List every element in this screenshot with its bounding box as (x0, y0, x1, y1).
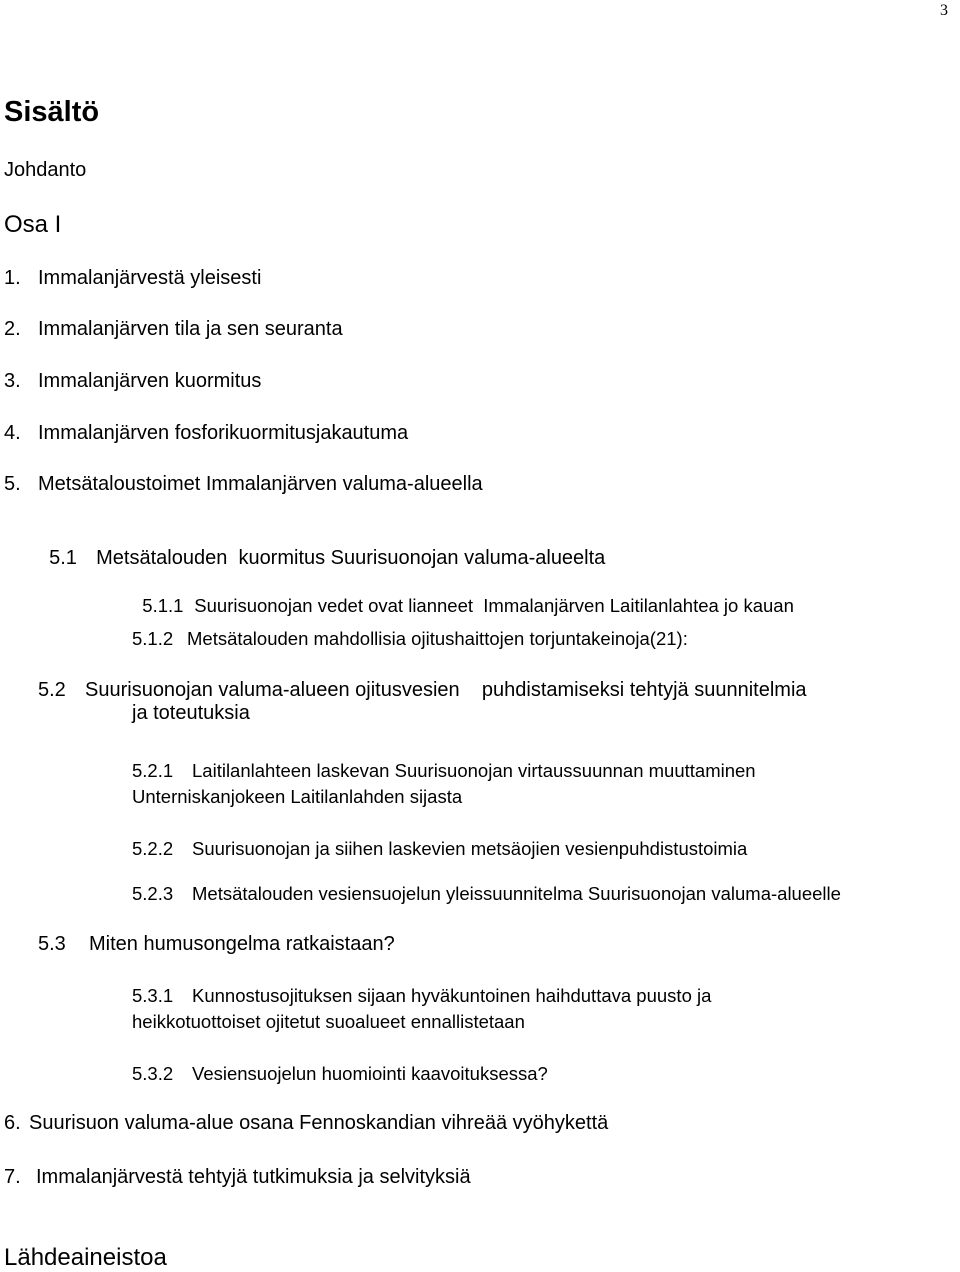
toc-item-number: 5.3.2 (132, 1063, 174, 1084)
toc-item-text: Suurisuon valuma-alue osana Fennoskandian vihreää vyöhykettä (29, 1112, 609, 1134)
toc-item-text: Kunnostusojituksen sijaan hyväkuntoinen haihduttava puusto ja (192, 985, 712, 1006)
toc-item-2 (4, 318, 343, 341)
toc-item-5-2-2 (132, 838, 747, 859)
toc-item-number: 4. (4, 422, 21, 444)
toc-item-text: Suurisuonojan valuma-alueen ojitusvesien puhdistamiseksi tehtyjä suunnitelmia (85, 679, 807, 701)
toc-item-text: Suurisuonojan vedet ovat lianneet Immalanjärven Laitilanlahtea jo kauan (194, 595, 794, 617)
toc-item-text: Immalanjärvestä tehtyjä tutkimuksia ja selvityksiä (36, 1166, 471, 1188)
toc-item-number: 5.2.3 (132, 883, 174, 904)
toc-item-text: Immalanjärven fosforikuormitusjakautuma (38, 422, 409, 444)
toc-item-text-continuation: ja toteutuksia (132, 702, 250, 724)
toc-item-number: 3. (4, 370, 21, 392)
toc-item-text: Metsätalouden kuormitus Suurisuonojan valuma-alueelta (96, 547, 606, 569)
toc-item-text: Vesiensuojelun huomiointi kaavoituksessa? (192, 1063, 548, 1084)
toc-item-6 (4, 1112, 608, 1135)
toc-item-number: 6. (4, 1112, 21, 1134)
toc-item-5-3-2 (132, 1063, 548, 1084)
toc-item-number: 1. (4, 267, 21, 289)
toc-item-number: 5.1.2 (132, 628, 174, 649)
toc-item-number: 5. (4, 473, 21, 495)
toc-item-number: 5.1 (49, 547, 77, 569)
toc-item-text: Immalanjärvestä yleisesti (38, 267, 262, 289)
toc-item-5-2 (38, 679, 953, 725)
toc-part-heading: Osa I (4, 211, 62, 238)
page-title: Sisältö (4, 96, 100, 128)
toc-item-5-1 (38, 524, 605, 570)
toc-item-text: Metsätaloustoimet Immalanjärven valuma-alueella (38, 473, 483, 495)
toc-item-1 (4, 267, 261, 290)
toc-item-number: 5.2.2 (132, 838, 174, 859)
toc-item-text: Laitilanlahteen laskevan Suurisuonojan virtaussuunnan muuttaminen (192, 760, 756, 781)
toc-intro: Johdanto (4, 159, 87, 181)
toc-item-number: 2. (4, 318, 21, 340)
page-number: 3 (940, 2, 948, 19)
toc-item-5-1-2 (132, 628, 688, 649)
toc-item-5-2-3 (132, 883, 841, 904)
toc-item-5-2-1 (132, 758, 756, 810)
toc-item-7 (4, 1166, 471, 1189)
toc-item-text: Metsätalouden mahdollisia ojitushaittojen torjuntakeinoja(21): (187, 628, 688, 649)
toc-item-text-continuation: Unterniskanjokeen Laitilanlahden sijasta (132, 785, 463, 807)
toc-item-text-continuation: heikkotuottoiset ojitetut suoalueet ennallistetaan (132, 1010, 525, 1032)
toc-item-5-1-1 (132, 574, 794, 617)
toc-item-5-3-1 (132, 983, 711, 1035)
toc-item-5-3 (38, 933, 395, 956)
section-heading-sources: Lähdeaineistoa (4, 1244, 167, 1271)
toc-item-text: Immalanjärven kuormitus (38, 370, 262, 392)
toc-item-number: 7. (4, 1166, 21, 1188)
toc-item-text: Suurisuonojan ja siihen laskevien metsäojien vesienpuhdistustoimia (192, 838, 748, 859)
toc-item-5 (4, 473, 483, 496)
toc-item-4 (4, 422, 408, 445)
toc-item-number: 5.2.1 (132, 760, 174, 781)
toc-item-number: 5.1.1 (142, 595, 184, 617)
toc-item-text: Immalanjärven tila ja sen seuranta (38, 318, 343, 340)
toc-item-3 (4, 370, 261, 393)
toc-item-number: 5.2 (38, 679, 66, 701)
toc-item-text: Metsätalouden vesiensuojelun yleissuunnitelma Suurisuonojan valuma-alueelle (192, 883, 841, 904)
toc-item-number: 5.3 (38, 933, 66, 955)
toc-item-text: Miten humusongelma ratkaistaan? (89, 933, 395, 955)
toc-item-number: 5.3.1 (132, 985, 174, 1006)
